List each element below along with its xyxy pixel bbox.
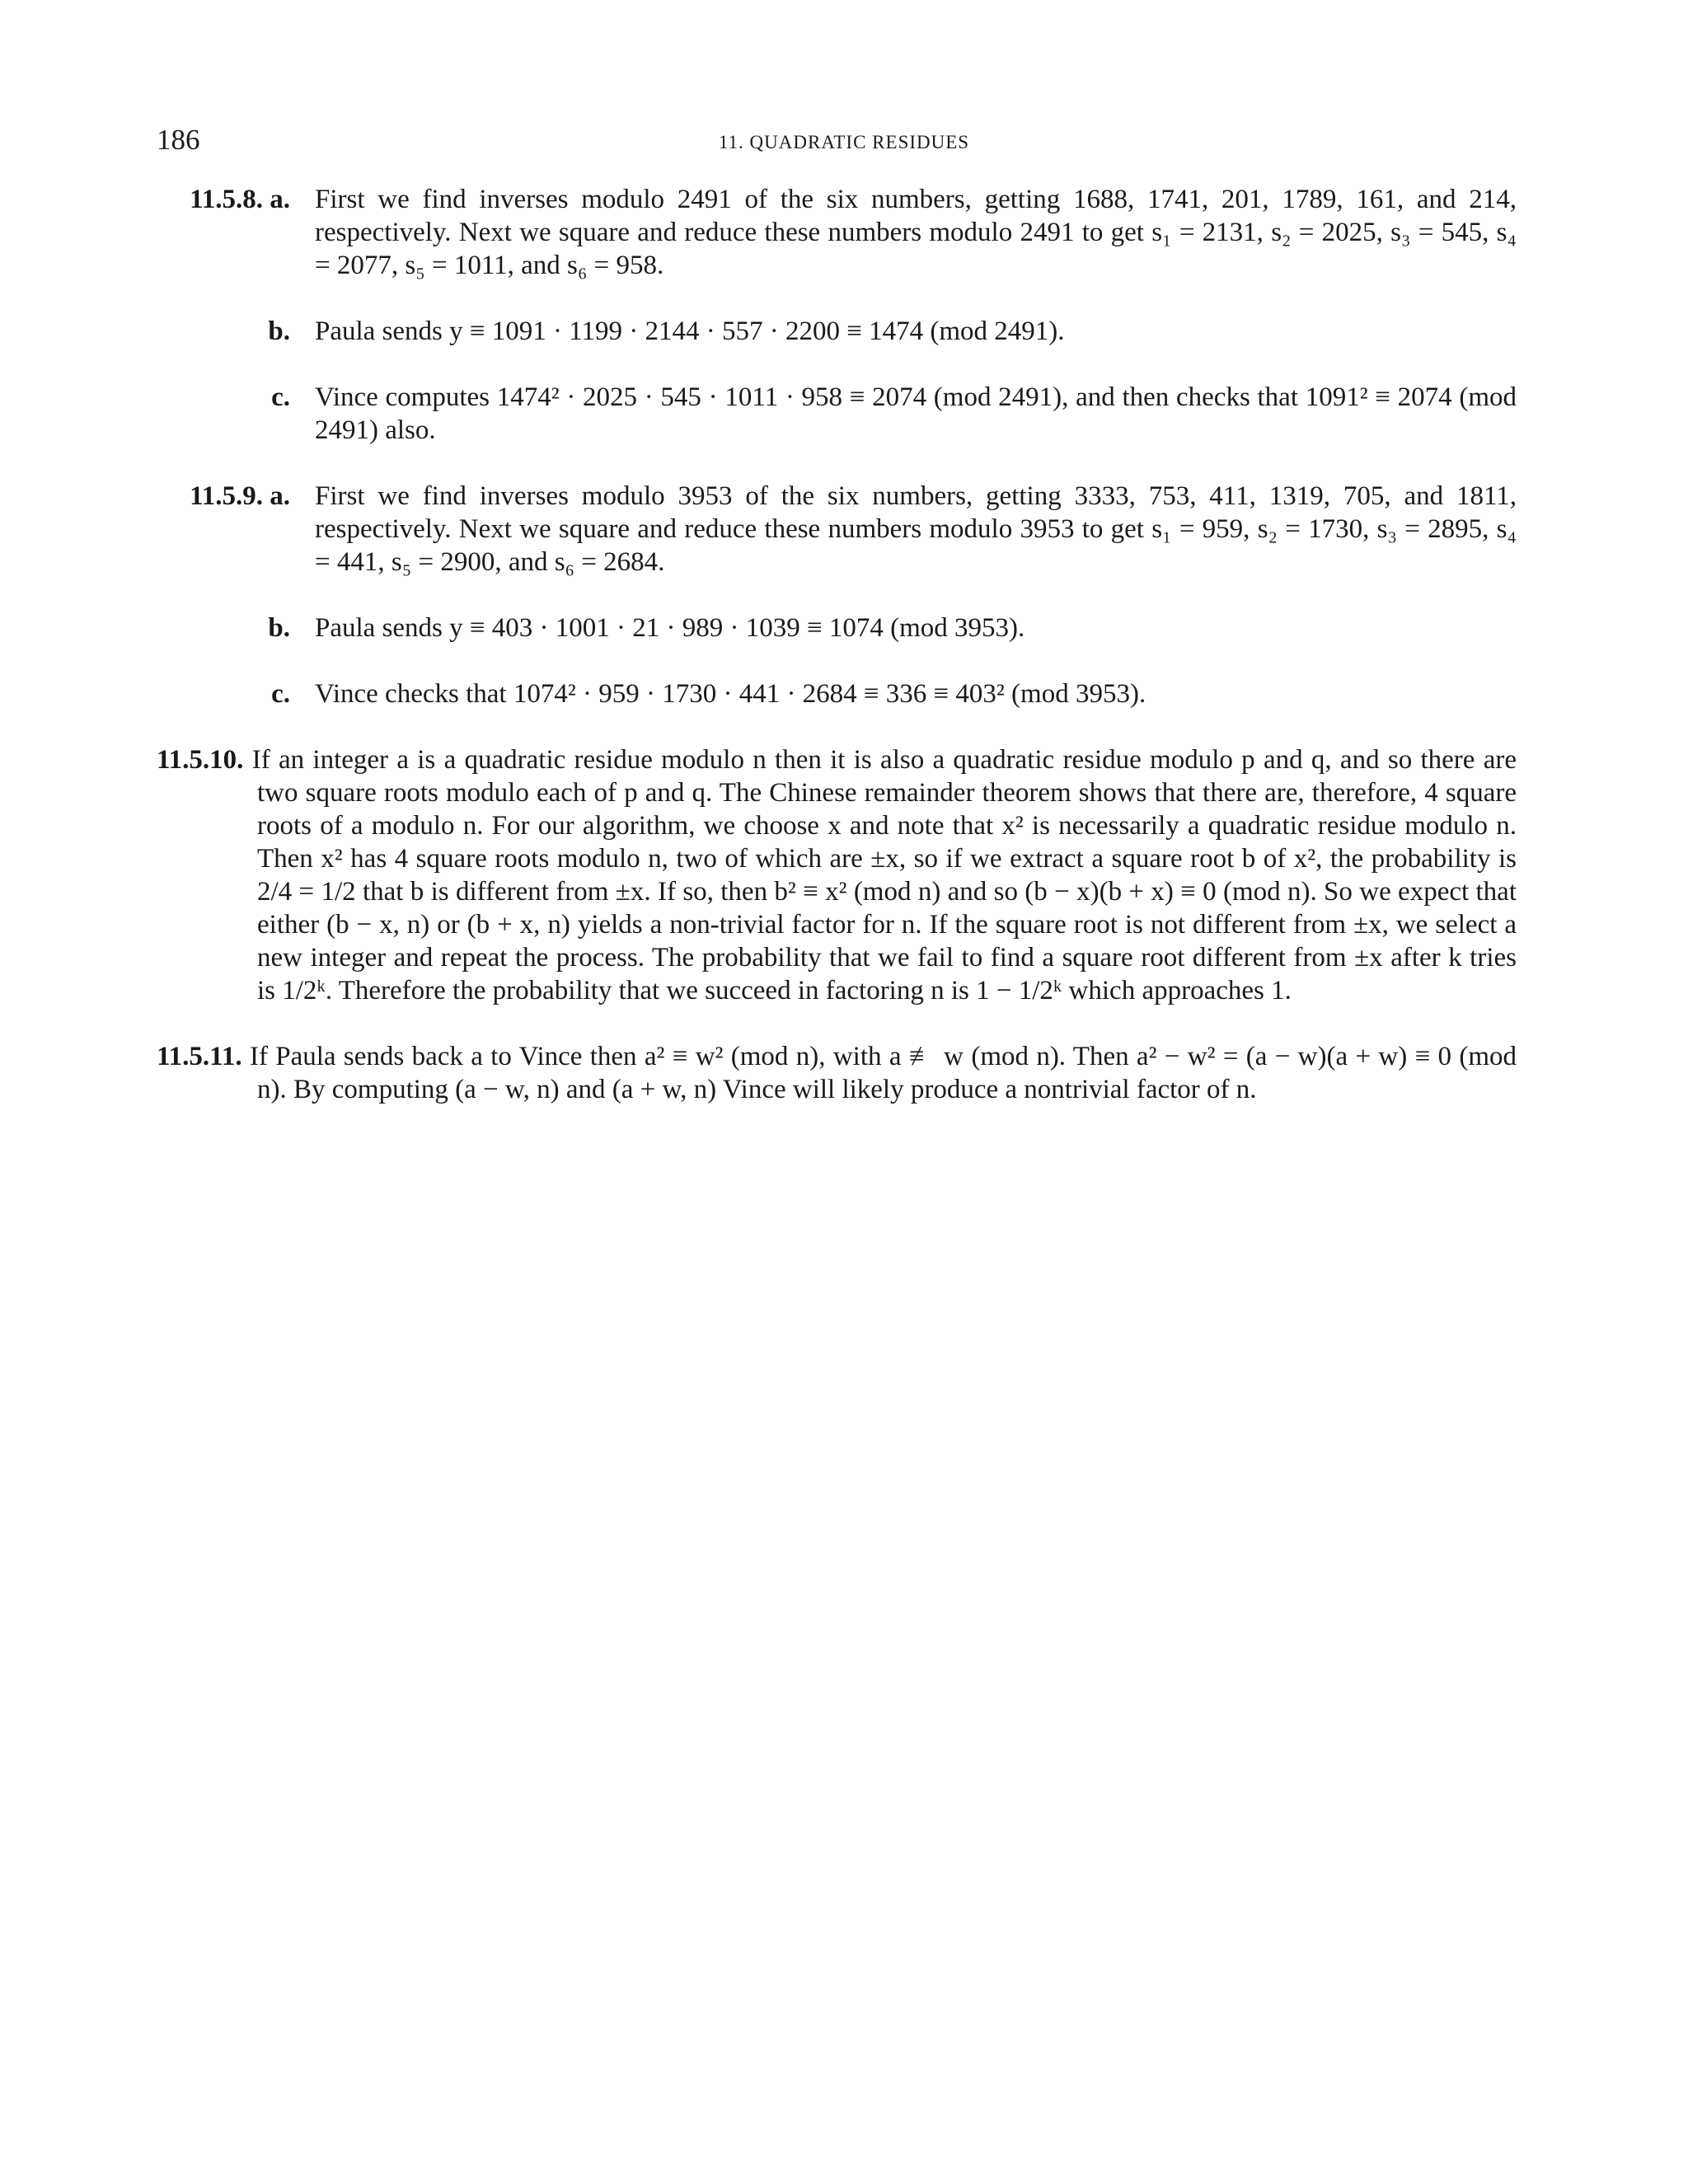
exercise-part-b — [157, 315, 1517, 348]
page-number: 186 — [157, 124, 200, 156]
exercise-part-a — [157, 183, 1517, 282]
exercise-part-b — [157, 612, 1517, 644]
exercise-text: Vince checks that 1074² · 959 · 1730 · 441 · 2684 ≡ 336 ≡ 403² (mod 3953). — [315, 679, 1146, 709]
exercise-label: 11.5.8. a. — [190, 185, 290, 214]
exercise-text: Paula sends y ≡ 403 · 1001 · 21 · 989 · 1039 ≡ 1074 (mod 3953). — [315, 613, 1025, 643]
part-label: c. — [271, 679, 290, 709]
exercise-11-5-11 — [157, 1040, 1517, 1106]
exercise-11-5-9 — [157, 480, 1517, 710]
exercise-part-a — [157, 480, 1517, 579]
exercise-text: First we find inverses modulo 3953 of the six numbers, getting 3333, 753, 411, 1319, 705, and 1811, respectively. Next we square and reduce these numbers modulo 3953 to get s₁ = 959, s₂ = 1730, s₃ = 2895, s₄ = 441, s₅ = 2900, and s₆ = 2684. — [315, 481, 1517, 577]
part-label: c. — [271, 382, 290, 412]
exercise-part-c — [157, 677, 1517, 710]
part-label: b. — [268, 316, 290, 346]
exercise-text: Paula sends y ≡ 1091 · 1199 · 2144 · 557 · 2200 ≡ 1474 (mod 2491). — [315, 316, 1065, 346]
exercise-number: 11.5.10. — [157, 745, 244, 775]
running-head: 11. QUADRATIC RESIDUES — [718, 132, 970, 152]
exercise-11-5-10 — [157, 743, 1517, 1007]
exercise-text: Vince computes 1474² · 2025 · 545 · 1011 · 958 ≡ 2074 (mod 2491), and then checks that 1091² ≡ 2074 (mod 2491) also. — [315, 382, 1517, 445]
exercise-label: 11.5.9. a. — [190, 481, 290, 511]
exercise-text: First we find inverses modulo 2491 of the six numbers, getting 1688, 1741, 201, 1789, 161, and 214, respectively. Next we square and reduce these numbers modulo 2491 to get s₁ = 2131, s₂ = 2025, s₃ = 545, s₄ = 2077, s₅ = 1011, and s₆ = 958. — [315, 185, 1517, 280]
exercise-number: 11.5.11. — [157, 1042, 242, 1071]
exercise-text: If an integer a is a quadratic residue modulo n then it is also a quadratic residue modulo p and q, and so there are two square roots modulo each of p and q. The Chinese remainder theorem shows that there are, therefore, 4 square roots of a modulo n. For our algorithm, we choose x and note that x² is necessarily a quadratic residue modulo n. Then x² has 4 square roots modulo n, two of which are ±x, so if we extract a square root b of x², the probability is 2/4 = 1/2 that b is different from ±x. If so, then b² ≡ x² (mod n) and so (b − x)(b + x) ≡ 0 (mod n). So we expect that either (b − x, n) or (b + x, n) yields a non-trivial factor for n. If the square root is not different from ±x, we select a new integer and repeat the process. The probability that we fail to find a square root different from ±x after k tries is 1/2ᵏ. Therefore the probability that we succeed in factoring n is 1 − 1/2ᵏ which approaches 1. — [251, 745, 1517, 1005]
part-label: b. — [268, 613, 290, 643]
page-content — [157, 183, 1517, 1139]
exercise-part-c — [157, 381, 1517, 447]
exercise-text: If Paula sends back a to Vince then a² ≡ w² (mod n), with a ≢ w (mod n). Then a² − w² = (a − w)(a + w) ≡ 0 (mod n). By computing (a − w, n) and (a + w, n) Vince will likely produce a nontrivial factor of n. — [249, 1042, 1517, 1104]
exercise-11-5-8 — [157, 183, 1517, 447]
